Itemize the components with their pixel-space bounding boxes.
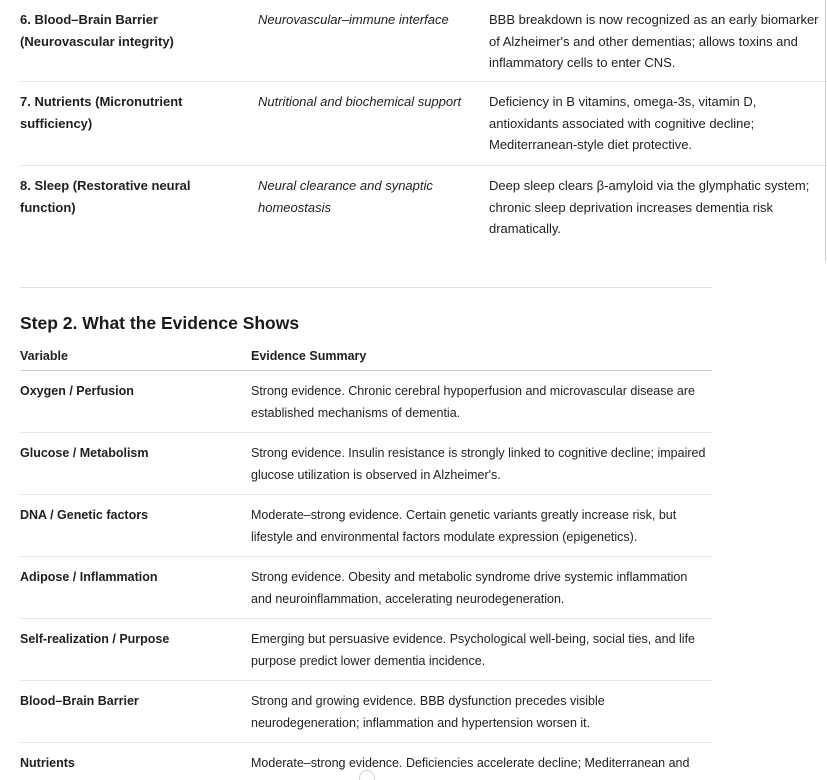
role-cell: Neurovascular–immune interface (258, 12, 449, 27)
table-row (20, 557, 712, 619)
table-row (20, 0, 827, 82)
role-cell: Nutritional and biochemical support (258, 94, 462, 109)
note-cell: BBB breakdown is now recognized as an early biomarker of Alzheimer's and other dementias; allows toxins and inflammatory cells to enter CNS. (489, 12, 819, 70)
header-summary: Evidence Summary (251, 349, 367, 363)
table-row (20, 619, 712, 681)
evidence-table (20, 346, 712, 780)
variable-cell: Adipose / Inflammation (20, 570, 158, 584)
summary-cell: Strong evidence. Obesity and metabolic syndrome drive systemic inflammation and neuroinflammation, accelerating neurodegeneration. (251, 570, 688, 606)
table-row (20, 166, 827, 252)
variable-cell: 7. Nutrients (Micronutrient sufficiency) (20, 94, 183, 131)
framework-table (20, 0, 827, 252)
summary-cell: Strong evidence. Insulin resistance is strongly linked to cognitive decline; impaired glucose utilization is observed in Alzheimer's. (251, 446, 706, 482)
table-header (20, 346, 712, 371)
variable-cell: Nutrients (20, 756, 75, 770)
variable-cell: DNA / Genetic factors (20, 508, 149, 522)
table-row (20, 82, 827, 166)
variable-cell: Self-realization / Purpose (20, 632, 170, 646)
summary-cell: Moderate–strong evidence. Certain genetic variants greatly increase risk, but lifestyle and environmental factors modulate expression (epigenetics). (251, 508, 677, 544)
header-variable: Variable (20, 349, 68, 363)
variable-cell: Blood–Brain Barrier (20, 694, 139, 708)
summary-cell: Strong evidence. Chronic cerebral hypoperfusion and microvascular disease are established mechanisms of dementia. (251, 384, 695, 420)
note-cell: Deficiency in B vitamins, omega-3s, vitamin D, antioxidants associated with cognitive decline; Mediterranean-style diet protective. (489, 94, 757, 152)
summary-cell: Moderate–strong evidence. Deficiencies accelerate decline; Mediterranean and (251, 756, 690, 770)
role-cell: Neural clearance and synaptic homeostasis (258, 178, 433, 215)
section-divider (20, 287, 712, 288)
table-row (20, 433, 712, 495)
variable-cell: Glucose / Metabolism (20, 446, 149, 460)
scroll-down-button[interactable] (359, 770, 375, 780)
section-heading: Step 2. What the Evidence Shows (20, 313, 300, 333)
variable-cell: 6. Blood–Brain Barrier (Neurovascular integrity) (20, 12, 174, 49)
table-row (20, 681, 712, 743)
table-scroll-edge (825, 0, 826, 262)
table-row (20, 371, 712, 433)
summary-cell: Emerging but persuasive evidence. Psychological well-being, social ties, and life purpose predict lower dementia incidence. (251, 632, 695, 668)
variable-cell: 8. Sleep (Restorative neural function) (20, 178, 191, 215)
variable-cell: Oxygen / Perfusion (20, 384, 134, 398)
table-row (20, 495, 712, 557)
note-cell: Deep sleep clears β-amyloid via the glymphatic system; chronic sleep deprivation increases dementia risk dramatically. (489, 178, 810, 236)
summary-cell: Strong and growing evidence. BBB dysfunction precedes visible neurodegeneration; inflammation and hypertension worsen it. (251, 694, 605, 730)
